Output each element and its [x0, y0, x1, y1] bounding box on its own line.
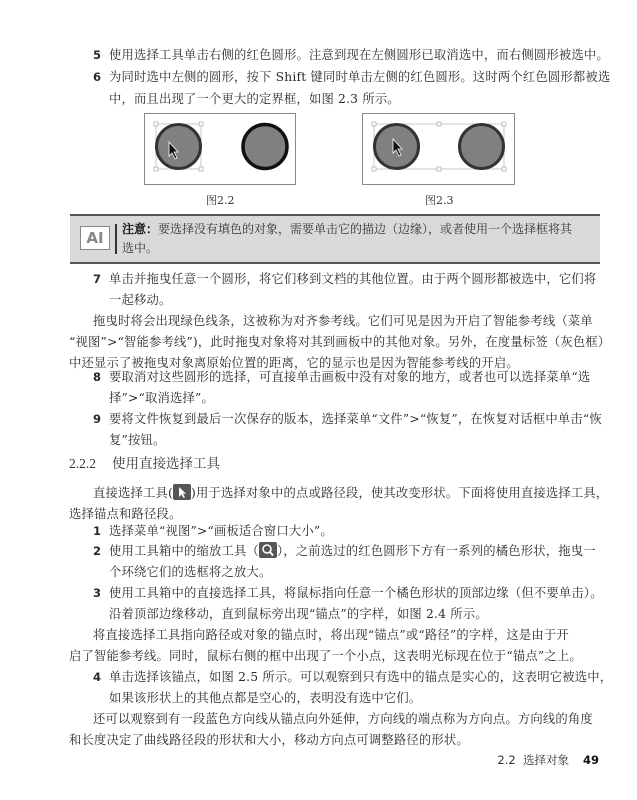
- figure-2-2-illustration: [145, 114, 295, 184]
- step-number: 1: [93, 524, 102, 538]
- paragraph-line: 拖曳时将会出现绿色线条，这被称为对齐参考线。它们可见是因为开启了智能参考线（菜单: [93, 314, 593, 328]
- step-number: 2: [93, 544, 102, 558]
- circle-unselected: [243, 125, 287, 169]
- step-6-cont: 中，而且出现了一个更大的定界框，如图 2.3 所示。: [109, 92, 400, 106]
- figure-caption: 图2.2: [206, 194, 235, 207]
- step-text: ），之前选过的红色圆形下方有一系列的橘色形状，拖曳一: [276, 544, 596, 558]
- step-9: [93, 409, 602, 430]
- step-7-cont: 一起移动。: [109, 293, 172, 307]
- paragraph-line: 选择锚点和路径段。: [69, 507, 182, 521]
- text: )用于选择对象中的点或路径段，使其改变形状。下面将使用直接选择工具，: [190, 486, 609, 500]
- step-2-cont: 个环绕它们的选框将之放大。: [109, 565, 272, 579]
- figure-caption: 图2.3: [425, 194, 454, 207]
- step-4: [93, 667, 612, 688]
- ai-logo-icon: AI: [80, 226, 110, 250]
- step-text: 为同时选中左侧的圆形，按下 Shift 键同时单击左侧的红色圆形。这时两个红色圆形都被选: [109, 70, 611, 84]
- paragraph-line: 启了智能参考线。同时，鼠标右侧的框中出现了一个小点，这表明光标现在位于“锚点”之上。: [69, 649, 582, 663]
- step-3: [93, 583, 603, 604]
- step-text: 使用工具箱中的缩放工具（: [109, 544, 259, 558]
- step-text: 单击选择该锚点，如图 2.5 所示。可以观察到只有选中的锚点是实心的，这表明它被选中，: [109, 670, 613, 684]
- circle-selected: [157, 125, 201, 169]
- step-number: 4: [93, 670, 102, 684]
- step-number: 6: [93, 70, 102, 84]
- step-text: 单击并拖曳任意一个圆形，将它们移到文档的其他位置。由于两个圆形都被选中，它们将: [109, 272, 597, 286]
- step-number: 9: [93, 412, 102, 426]
- step-9-cont: 复”按钮。: [109, 433, 166, 447]
- step-8: [93, 367, 590, 388]
- paragraph-line: 和长度决定了曲线路径段的形状和大小，移动方向点可调整路径的形状。: [69, 733, 469, 747]
- step-number: 8: [93, 370, 102, 384]
- direct-selection-tool-icon: [173, 484, 191, 500]
- figure-2-3: [362, 113, 515, 185]
- page-footer: [497, 752, 599, 768]
- text: 直接选择工具(: [93, 486, 173, 500]
- step-6: [93, 67, 610, 88]
- note-box: [70, 214, 600, 264]
- step-1: [93, 521, 333, 542]
- paragraph-line: “视图”>“智能参考线”)，此时拖曳对象将对其到画板中的其他对象。另外，在度量标签（灰色框）: [69, 335, 611, 349]
- section-number: 2.2.2: [69, 456, 96, 471]
- footer-section-title: 选择对象: [522, 753, 569, 767]
- section-title: 使用直接选择工具: [112, 456, 220, 472]
- step-4-cont: 如果该形状上的其他点都是空心的，表明没有选中它们。: [109, 691, 422, 705]
- step-8-cont: 择”>“取消选择”。: [109, 391, 214, 405]
- page-number: 49: [582, 753, 599, 767]
- step-text: 使用选择工具单击右侧的红色圆形。注意到现在左侧圆形已取消选中，而右侧圆形被选中。: [109, 48, 609, 62]
- step-7: [93, 269, 596, 290]
- step-text: 使用工具箱中的直接选择工具，将鼠标指向任意一个橘色形状的顶部边缘（但不要单击）。: [109, 586, 603, 600]
- paragraph-line: 中还显示了被拖曳对象离原始位置的距离，它的显示也是因为智能参考线的开启。: [69, 356, 519, 370]
- step-number: 5: [93, 48, 102, 62]
- step-number: 7: [93, 272, 102, 286]
- step-text: 要将文件恢复到最后一次保存的版本，选择菜单“文件”>“恢复”，在恢复对话框中单击“恢: [109, 412, 602, 426]
- step-3-cont: 沿着顶部边缘移动，直到鼠标旁出现“锚点”的字样，如图 2.4 所示。: [109, 607, 488, 621]
- note-body: 要选择没有填色的对象，需要单击它的描边（边缘），或者使用一个选择框将其选中。: [122, 222, 573, 255]
- paragraph-line: [93, 483, 608, 504]
- figure-2-3-illustration: [363, 114, 514, 184]
- note-divider: [115, 224, 117, 254]
- zoom-tool-icon: [259, 542, 277, 558]
- paragraph-line: 还可以观察到有一段蓝色方向线从锚点向外延伸，方向线的端点称为方向点。方向线的角度: [93, 712, 593, 726]
- paragraph-line: 将直接选择工具指向路径或对象的锚点时，将出现“锚点”或“路径”的字样，这是由于开: [93, 628, 569, 642]
- step-5: [93, 45, 609, 66]
- footer-section-number: 2.2: [497, 753, 516, 767]
- figure-2-2: [144, 113, 296, 185]
- note-text: [122, 220, 582, 258]
- note-label: 注意：: [122, 222, 159, 236]
- step-2: [93, 541, 596, 562]
- step-text: 要取消对这些圆形的选择，可直接单击画板中没有对象的地方，或者也可以选择菜单“选: [109, 370, 591, 384]
- step-number: 3: [93, 586, 102, 600]
- step-text: 选择菜单“视图”>“画板适合窗口大小”。: [109, 524, 333, 538]
- section-heading: [69, 452, 220, 472]
